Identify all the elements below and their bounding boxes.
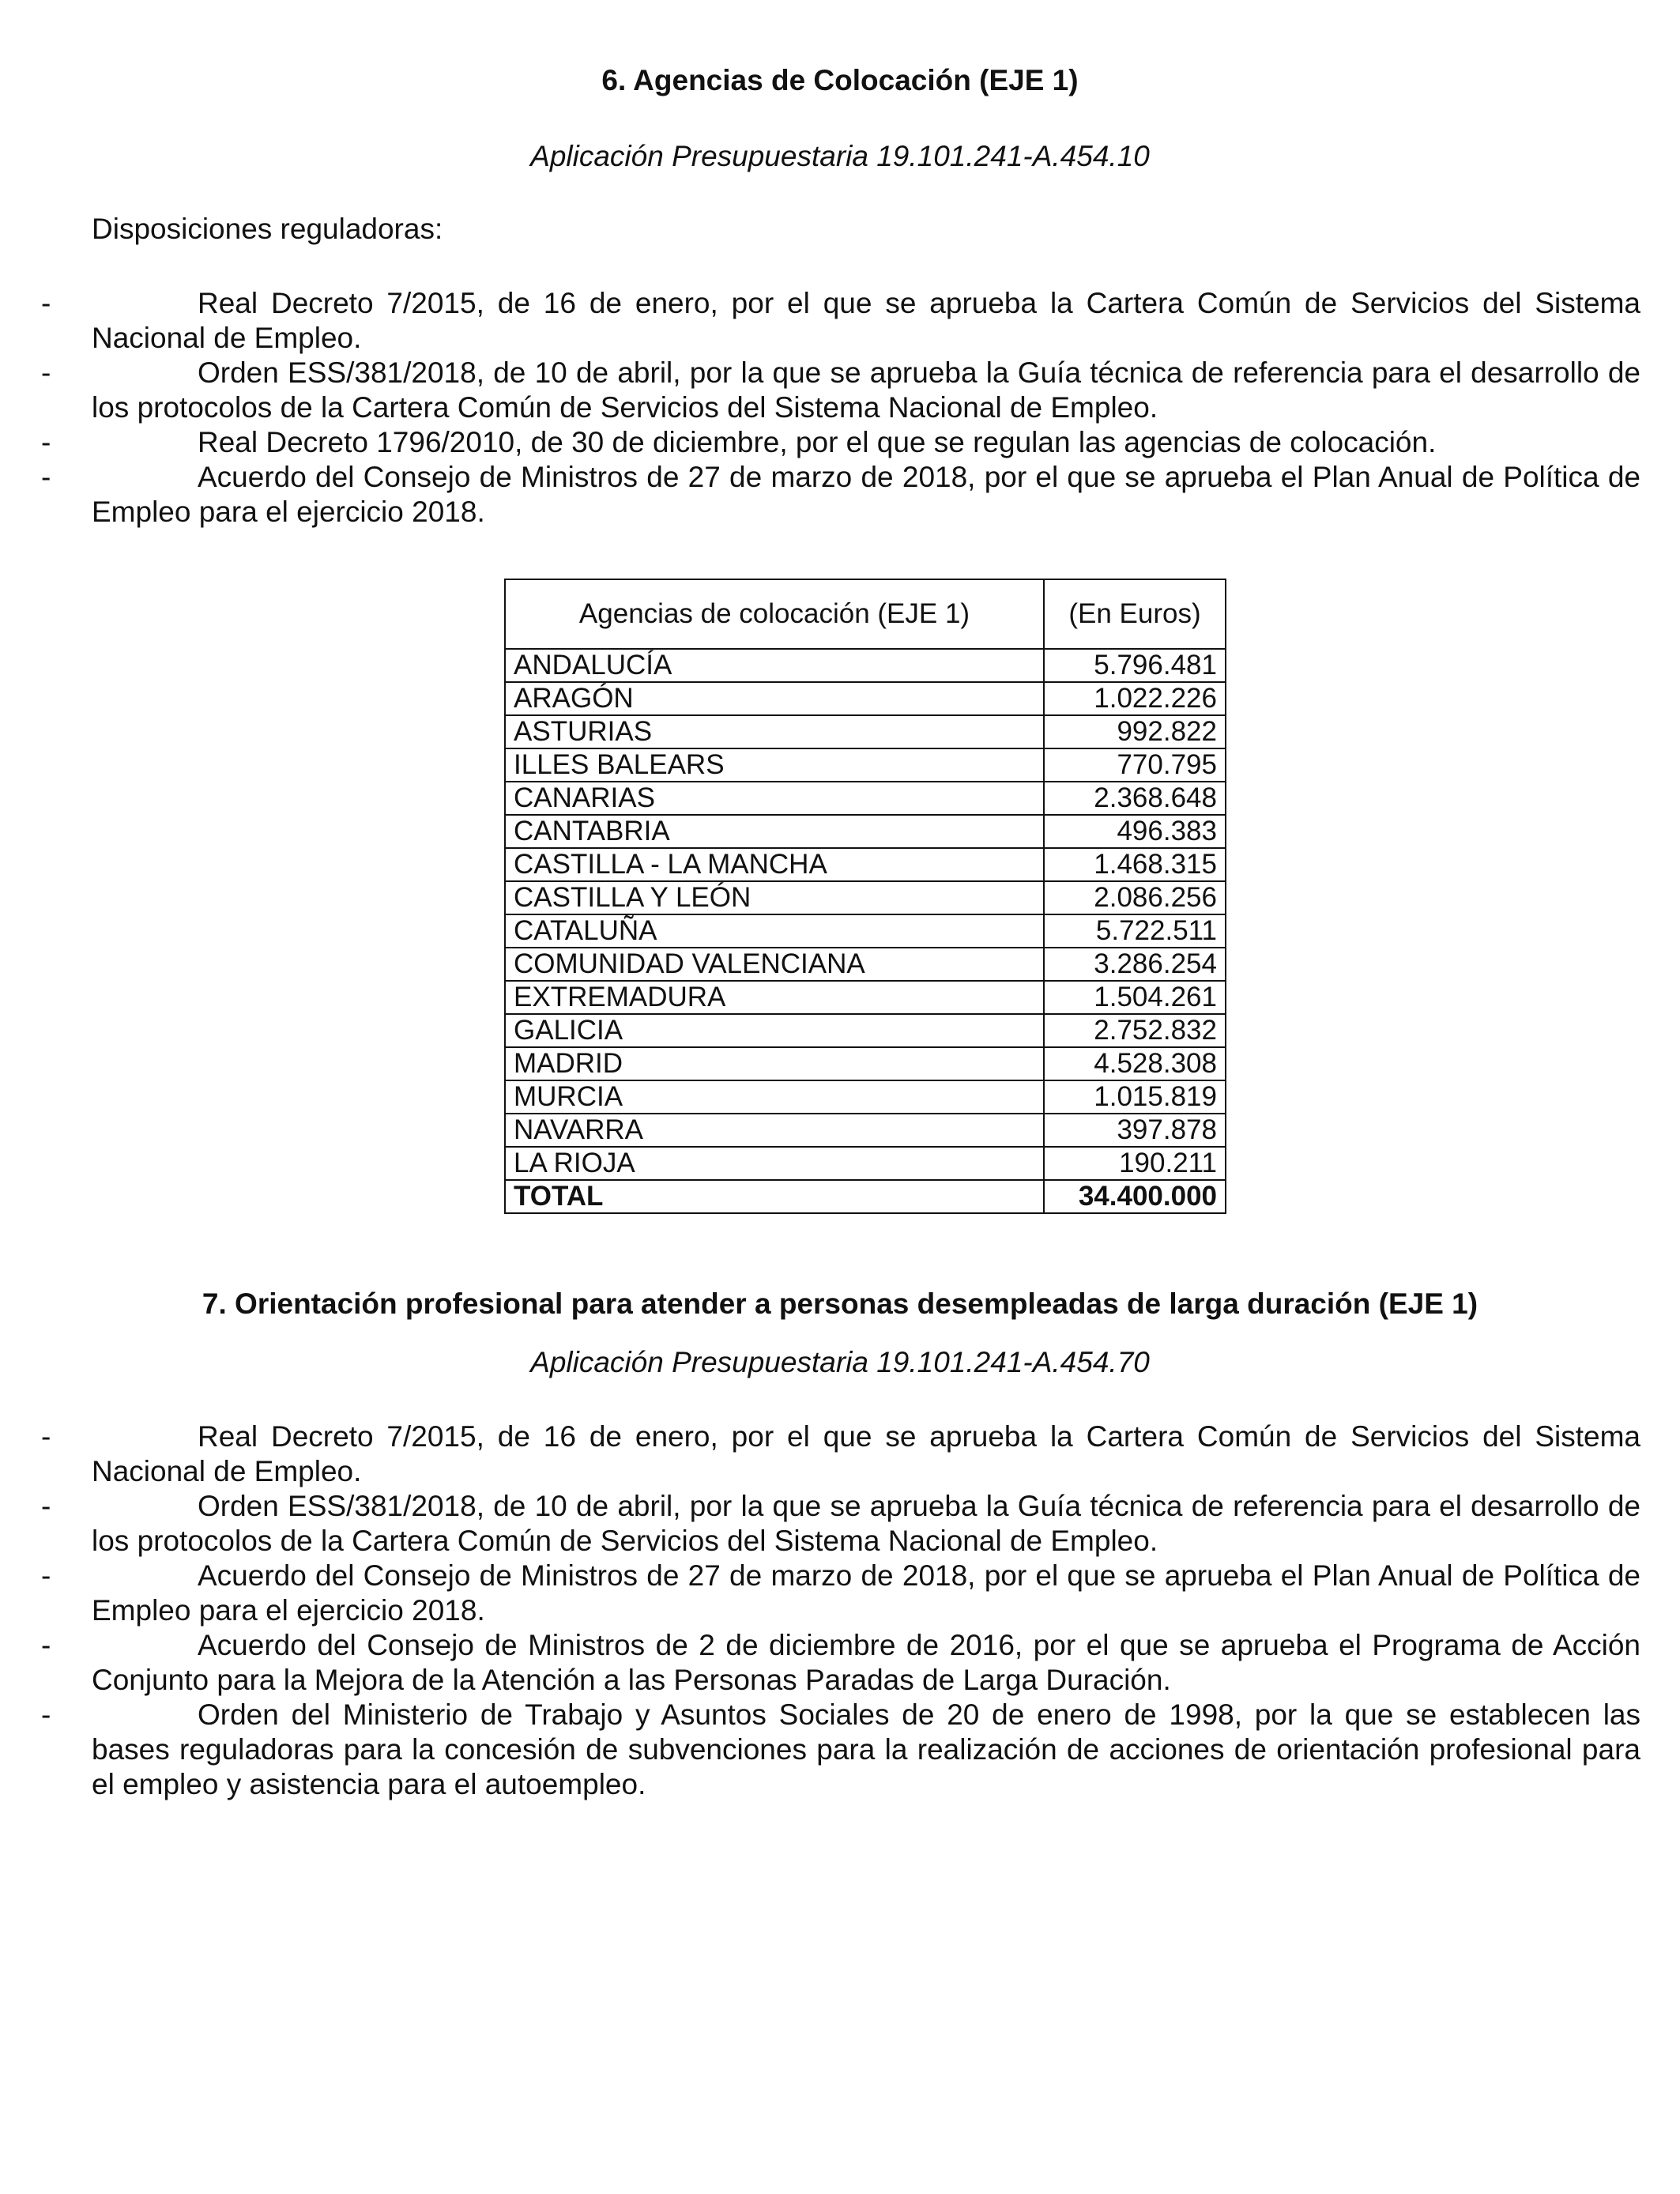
total-amount: 34.400.000 [1044, 1180, 1226, 1213]
regulation-text: Acuerdo del Consejo de Ministros de 2 de diciembre de 2016, por el que se aprueba el Programa de Acción Conjunto para la Mejora de la Atención a las Personas Paradas de Larga Duración. [92, 1629, 1640, 1696]
list-dash: - [41, 356, 51, 389]
list-item [0, 1559, 1680, 1628]
section-7-title: 7. Orientación profesional para atender a personas desempleadas de larga duración (EJE 1) [202, 1287, 1478, 1320]
table-row [505, 782, 1226, 815]
region-cell: CANTABRIA [505, 815, 1044, 848]
amount-cell: 496.383 [1044, 815, 1226, 848]
region-cell: CATALUÑA [505, 914, 1044, 948]
table-row [505, 715, 1226, 748]
amount-cell: 770.795 [1044, 748, 1226, 782]
list-item [0, 286, 1680, 356]
region-cell: ILLES BALEARS [505, 748, 1044, 782]
region-cell: GALICIA [505, 1014, 1044, 1047]
list-dash: - [41, 1698, 51, 1731]
table-row [505, 649, 1226, 682]
table-row [505, 1147, 1226, 1180]
region-cell: MADRID [505, 1047, 1044, 1080]
amount-cell: 190.211 [1044, 1147, 1226, 1180]
amount-cell: 5.722.511 [1044, 914, 1226, 948]
list-dash: - [41, 426, 51, 458]
section-7-regulation-list [0, 1419, 1680, 1802]
list-dash: - [41, 1490, 51, 1522]
list-dash: - [41, 461, 51, 493]
section-6-regulation-list [0, 286, 1680, 530]
region-cell: CANARIAS [505, 782, 1044, 815]
region-cell: ASTURIAS [505, 715, 1044, 748]
amount-cell: 3.286.254 [1044, 948, 1226, 981]
budget-table-body [505, 649, 1226, 1180]
list-item [0, 1628, 1680, 1698]
list-dash: - [41, 1420, 51, 1453]
table-row [505, 682, 1226, 715]
regulation-text: Real Decreto 7/2015, de 16 de enero, por el que se aprueba la Cartera Común de Servicios del Sistema Nacional de Empleo. [92, 1420, 1640, 1487]
region-cell: EXTREMADURA [505, 981, 1044, 1014]
table-row [505, 914, 1226, 948]
regulation-text: Real Decreto 7/2015, de 16 de enero, por el que se aprueba la Cartera Común de Servicios del Sistema Nacional de Empleo. [92, 287, 1640, 354]
table-row [505, 881, 1226, 914]
table-row [505, 1114, 1226, 1147]
regulation-text: Orden del Ministerio de Trabajo y Asuntos Sociales de 20 de enero de 1998, por la que se establecen las bases reguladoras para la concesión de subvenciones para la realización de acciones de orientación profesional para el empleo y asistencia para el autoempleo. [92, 1698, 1640, 1800]
amount-cell: 2.368.648 [1044, 782, 1226, 815]
region-cell: NAVARRA [505, 1114, 1044, 1147]
regulation-text: Orden ESS/381/2018, de 10 de abril, por la que se aprueba la Guía técnica de referencia para el desarrollo de los protocolos de la Cartera Común de Servicios del Sistema Nacional de Empleo. [92, 356, 1640, 424]
list-dash: - [41, 1559, 51, 1592]
list-item [0, 1698, 1680, 1802]
amount-cell: 397.878 [1044, 1114, 1226, 1147]
region-cell: CASTILLA - LA MANCHA [505, 848, 1044, 881]
region-cell: MURCIA [505, 1080, 1044, 1114]
list-item [0, 425, 1680, 460]
region-cell: COMUNIDAD VALENCIANA [505, 948, 1044, 981]
budget-table [504, 579, 1226, 1214]
amount-cell: 992.822 [1044, 715, 1226, 748]
section-7-budget-line: Aplicación Presupuestaria 19.101.241-A.454.70 [530, 1346, 1150, 1378]
regulation-text: Real Decreto 1796/2010, de 30 de diciembre, por el que se regulan las agencias de colocación. [198, 426, 1437, 458]
section-6-budget-line: Aplicación Presupuestaria 19.101.241-A.454.10 [530, 140, 1150, 172]
list-item [0, 1419, 1680, 1489]
regulation-text: Orden ESS/381/2018, de 10 de abril, por la que se aprueba la Guía técnica de referencia para el desarrollo de los protocolos de la Cartera Común de Servicios del Sistema Nacional de Empleo. [92, 1490, 1640, 1557]
table-row [505, 1047, 1226, 1080]
table-row [505, 981, 1226, 1014]
table-header-region: Agencias de colocación (EJE 1) [505, 579, 1044, 649]
amount-cell: 2.086.256 [1044, 881, 1226, 914]
amount-cell: 1.504.261 [1044, 981, 1226, 1014]
amount-cell: 4.528.308 [1044, 1047, 1226, 1080]
region-cell: CASTILLA Y LEÓN [505, 881, 1044, 914]
regulation-text: Acuerdo del Consejo de Ministros de 27 de marzo de 2018, por el que se aprueba el Plan Anual de Política de Empleo para el ejercicio 2018. [92, 461, 1640, 528]
list-dash: - [41, 1629, 51, 1661]
total-label: TOTAL [505, 1180, 1044, 1213]
amount-cell: 5.796.481 [1044, 649, 1226, 682]
list-item [0, 1489, 1680, 1559]
amount-cell: 1.015.819 [1044, 1080, 1226, 1114]
table-row [505, 948, 1226, 981]
region-cell: LA RIOJA [505, 1147, 1044, 1180]
list-dash: - [41, 287, 51, 319]
amount-cell: 1.022.226 [1044, 682, 1226, 715]
section-6-regulations-label: Disposiciones reguladoras: [92, 213, 443, 245]
table-row [505, 1014, 1226, 1047]
region-cell: ANDALUCÍA [505, 649, 1044, 682]
list-item [0, 460, 1680, 530]
table-header-amount: (En Euros) [1044, 579, 1226, 649]
table-row [505, 848, 1226, 881]
list-item [0, 356, 1680, 425]
table-row [505, 1080, 1226, 1114]
amount-cell: 1.468.315 [1044, 848, 1226, 881]
amount-cell: 2.752.832 [1044, 1014, 1226, 1047]
section-6-title: 6. Agencias de Colocación (EJE 1) [601, 64, 1079, 96]
table-total-row [505, 1180, 1226, 1213]
region-cell: ARAGÓN [505, 682, 1044, 715]
regulation-text: Acuerdo del Consejo de Ministros de 27 de marzo de 2018, por el que se aprueba el Plan Anual de Política de Empleo para el ejercicio 2018. [92, 1559, 1640, 1627]
table-header-row [505, 579, 1226, 649]
table-row [505, 748, 1226, 782]
table-row [505, 815, 1226, 848]
